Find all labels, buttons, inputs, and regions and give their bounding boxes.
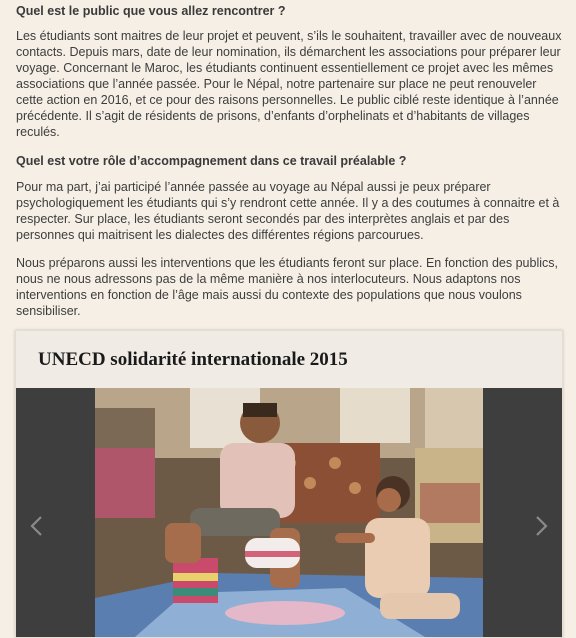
question-heading-public: Quel est le public que vous allez rencontrer ? bbox=[16, 4, 286, 18]
slideshow-title: UNECD solidarité internationale 2015 bbox=[38, 349, 348, 370]
question-heading-role: Quel est votre rôle d’accompagnement dans ce travail préalable ? bbox=[16, 154, 407, 168]
previous-slide-button[interactable] bbox=[26, 514, 50, 538]
slideshow-widget bbox=[15, 330, 563, 638]
answer-paragraph-public: Les étudiants sont maitres de leur projet et peuvent, s’ils le souhaitent, travailler avec de nouveaux contacts. Depuis mars, date de leur nomination, ils démarchent les associations pour préparer leur voyage. Concernant le Maroc, les étudiants continuent essentiellement ce projet avec les mêmes associations que l’année passée. Pour le Népal, notre partenaire sur place ne peut renouveler cette action en 2016, et ce pour des raisons personnelles. Le public ciblé reste identique à l’année précédente. Il s’agit de résidents de prisons, d’enfants d’orphelinats et d’habitants de villages reculés. bbox=[16, 29, 562, 139]
next-slide-button[interactable] bbox=[528, 514, 552, 538]
answer-paragraph-role: Pour ma part, j’ai participé l’année passée au voyage au Népal aussi je peux préparer psychologiquement les étudiants qui s’y rendront cette année. Il y a des coutumes à connaitre et à respecter. Sur place, les étudiants seront secondés par des interprètes anglais et par des personnes qui maitrisent les dialectes des différentes régions parcourues. bbox=[16, 180, 560, 242]
slideshow-viewport bbox=[16, 388, 562, 637]
chevron-left-icon bbox=[26, 514, 50, 538]
slideshow-header bbox=[16, 331, 562, 388]
answer-paragraph-interventions: Nous préparons aussi les interventions que les étudiants feront sur place. En fonction des publics, nous ne nous adressons pas de la même manière à nos interlocuteurs. Nous adaptons nos interventions en fonction de l’âge mais aussi du contexte des populations que nous voulons sensibiliser. bbox=[16, 256, 558, 318]
slide-photo-illustration bbox=[95, 388, 483, 637]
slide-photo bbox=[95, 388, 483, 637]
chevron-right-icon bbox=[528, 514, 552, 538]
